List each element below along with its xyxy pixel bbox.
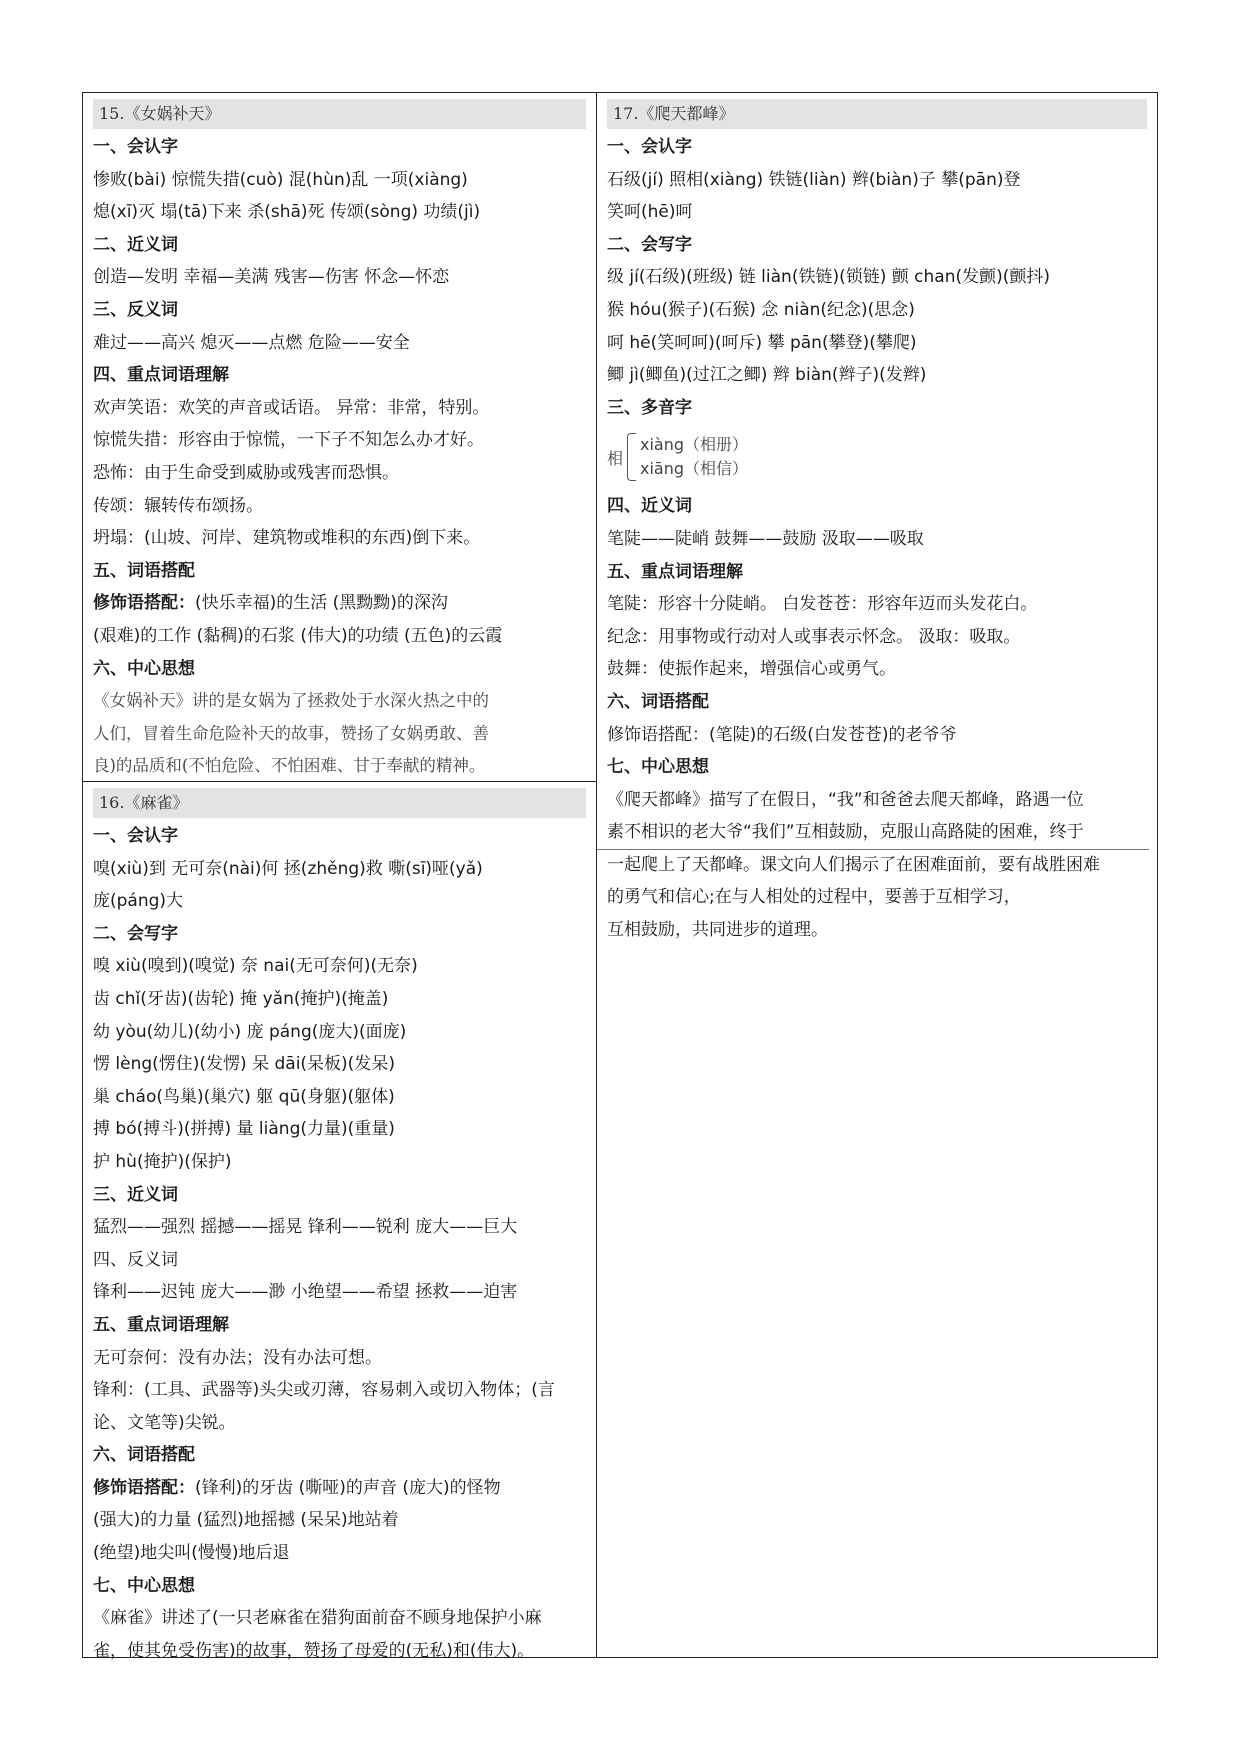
section-heading: 四、近义词 bbox=[607, 496, 692, 517]
text-line: 呵 hē(笑呵呵)(呵斥) 攀 pān(攀登)(攀爬) bbox=[607, 332, 917, 353]
text-line: 《麻雀》讲述了(一只老麻雀在猎狗面前奋不顾身地保护小麻 bbox=[93, 1608, 542, 1629]
section-heading: 六、词语搭配 bbox=[93, 1445, 195, 1466]
section-heading: 三、多音字 bbox=[607, 397, 692, 418]
lesson-17-lines-b bbox=[607, 490, 1147, 946]
text-line: 无可奈何：没有办法；没有办法可想。 bbox=[93, 1347, 382, 1368]
text-line: 锋利：(工具、武器等)头尖或刃薄，容易刺入或切入物体；(言 bbox=[93, 1380, 555, 1401]
text-line: 齿 chǐ(牙齿)(齿轮) 掩 yǎn(掩护)(掩盖) bbox=[93, 988, 389, 1009]
text-line: 论、文笔等)尖锐。 bbox=[93, 1412, 236, 1433]
section-heading: 五、词语搭配 bbox=[93, 560, 195, 581]
text-line: 纪念：用事物或行动对人或事表示怀念。 汲取：吸取。 bbox=[607, 626, 1021, 647]
text-line: 嗅(xiù)到 无可奈(nài)何 拯(zhěng)救 嘶(sī)哑(yǎ) bbox=[93, 858, 483, 879]
collocation-text: (锋利)的牙齿 (嘶哑)的声音 (庞大)的怪物 bbox=[195, 1477, 501, 1498]
text-line: 笔陡——陡峭 鼓舞——鼓励 汲取——吸取 bbox=[607, 528, 924, 549]
polyphone-readings bbox=[640, 433, 748, 481]
study-sheet bbox=[82, 92, 1158, 1661]
text-line: 难过——高兴 熄灭——点燃 危险——安全 bbox=[93, 332, 410, 353]
section-heading: 五、重点词语理解 bbox=[93, 1314, 229, 1335]
section-heading: 一、会认字 bbox=[93, 826, 178, 846]
text-line: 幼 yòu(幼儿)(幼小) 庞 páng(庞大)(面庞) bbox=[93, 1021, 407, 1042]
polyphone-block bbox=[607, 424, 1147, 490]
text-line: 人们，冒着生命危险补天的故事，赞扬了女娲勇敢、善 bbox=[93, 723, 489, 743]
brace-icon bbox=[627, 433, 636, 481]
lesson-15-title: 15.《女娲补天》 bbox=[93, 99, 586, 129]
text-line: (强大)的力量 (猛烈)地摇撼 (呆呆)地站着 bbox=[93, 1510, 399, 1531]
collocation-label: 修饰语搭配： bbox=[93, 593, 195, 614]
section-heading: 七、中心思想 bbox=[607, 757, 709, 778]
text-line: 级 jí(石级)(班级) 链 liàn(铁链)(锁链) 颤 chan(发颤)(颤抖) bbox=[607, 267, 1051, 288]
text-line: 传颂：辗转传布颂扬。 bbox=[93, 495, 263, 516]
text-line: 笑呵(hē)呵 bbox=[607, 202, 693, 223]
text-line: 坍塌：(山坡、河岸、建筑物或堆积的东西)倒下来。 bbox=[93, 528, 481, 549]
text-line: 石级(jí) 照相(xiàng) 铁链(liàn) 辫(biàn)子 攀(pān)登 bbox=[607, 169, 1021, 190]
text-line: 素不相识的老大爷“我们”互相鼓励，克服山高路陡的困难，终于 bbox=[607, 822, 1084, 843]
text-line bbox=[93, 1472, 586, 1505]
polyphone-reading-1: xiàng（相册） bbox=[640, 435, 749, 455]
text-line: 的勇气和信心;在与人相处的过程中，要善于互相学习， bbox=[607, 887, 1021, 908]
text-line: 创造—发明 幸福—美满 残害—伤害 怀念—怀恋 bbox=[93, 267, 450, 288]
section-heading: 三、反义词 bbox=[93, 299, 178, 320]
lesson-16-lines bbox=[93, 820, 586, 1667]
text-line: 护 hù(掩护)(保护) bbox=[93, 1151, 232, 1172]
section-heading: 六、词语搭配 bbox=[607, 691, 709, 712]
polyphone-reading-2: xiāng（相信） bbox=[640, 459, 749, 479]
lesson-16-section bbox=[83, 782, 596, 1667]
text-line: 熄(xī)灭 塌(tā)下来 杀(shā)死 传颂(sòng) 功绩(jì) bbox=[93, 202, 481, 223]
text-line: 一起爬上了天都峰。课文向人们揭示了在困难面前，要有战胜困难 bbox=[607, 854, 1100, 875]
section-heading: 七、中心思想 bbox=[93, 1575, 195, 1596]
polyphone-char: 相 bbox=[607, 448, 624, 468]
text-line: 庞(páng)大 bbox=[93, 891, 184, 912]
text-line: 惊慌失措：形容由于惊慌，一下子不知怎么办才好。 bbox=[93, 430, 484, 451]
text-line: 鲫 jì(鲫鱼)(过江之鲫) 辫 biàn(辫子)(发辫) bbox=[607, 365, 927, 386]
text-line: 锋利——迟钝 庞大——渺 小绝望——希望 拯救——迫害 bbox=[93, 1282, 518, 1303]
text-line: 修饰语搭配：(笔陡)的石级(白发苍苍)的老爷爷 bbox=[607, 724, 957, 745]
section-heading: 一、会认字 bbox=[93, 137, 178, 157]
text-line: 雀，使其免受伤害)的故事，赞扬了母爱的(无私)和(伟大)。 bbox=[93, 1640, 535, 1661]
right-column bbox=[597, 93, 1157, 1657]
text-line: (艰难)的工作 (黏稠)的石浆 (伟大)的功绩 (五色)的云霞 bbox=[93, 625, 503, 646]
text-line: 欢声笑语：欢笑的声音或话语。 异常：非常，特别。 bbox=[93, 397, 490, 418]
collocation-text: (快乐幸福)的生活 (黑黝黝)的深沟 bbox=[195, 593, 448, 614]
text-line: 四、反义词 bbox=[93, 1249, 178, 1270]
text-line: 嗅 xiù(嗅到)(嗅觉) 奈 nai(无可奈何)(无奈) bbox=[93, 956, 418, 977]
section-heading: 四、重点词语理解 bbox=[93, 365, 229, 386]
text-line: 恐怖：由于生命受到威胁或残害而恐惧。 bbox=[93, 462, 399, 483]
section-heading: 六、中心思想 bbox=[93, 658, 195, 679]
text-line: 良)的品质和(不怕危险、不怕困难、甘于奉献的精神。 bbox=[93, 756, 486, 776]
lesson-17-lines-a bbox=[607, 131, 1147, 424]
text-line bbox=[93, 587, 586, 620]
lesson-17-title: 17.《爬天都峰》 bbox=[607, 99, 1147, 129]
lesson-15-section bbox=[83, 93, 596, 783]
section-heading: 三、近义词 bbox=[93, 1184, 178, 1205]
section-heading: 一、会认字 bbox=[607, 137, 692, 157]
section-heading: 五、重点词语理解 bbox=[607, 561, 743, 582]
text-line: 猴 hóu(猴子)(石猴) 念 niàn(纪念)(思念) bbox=[607, 299, 915, 320]
text-line: 鼓舞：使振作起来，增强信心或勇气。 bbox=[607, 659, 896, 680]
left-column bbox=[83, 93, 597, 1661]
text-line: 愣 lèng(愣住)(发愣) 呆 dāi(呆板)(发呆) bbox=[93, 1054, 395, 1075]
text-line: 搏 bó(搏斗)(拼搏) 量 liàng(力量)(重量) bbox=[93, 1119, 395, 1140]
text-line: (绝望)地尖叫(慢慢)地后退 bbox=[93, 1543, 290, 1564]
text-line: 巢 cháo(鸟巢)(巢穴) 躯 qū(身躯)(躯体) bbox=[93, 1086, 395, 1107]
text-line: 猛烈——强烈 摇撼——摇晃 锋利——锐利 庞大——巨大 bbox=[93, 1217, 518, 1238]
text-line: 《爬天都峰》描写了在假日，“我”和爸爸去爬天都峰，路遇一位 bbox=[607, 789, 1084, 810]
lesson-15-lines bbox=[93, 131, 586, 783]
text-line: 惨败(bài) 惊慌失措(cuò) 混(hùn)乱 一项(xiàng) bbox=[93, 169, 468, 190]
collocation-label: 修饰语搭配： bbox=[93, 1477, 195, 1498]
lesson-16-title: 16.《麻雀》 bbox=[93, 788, 586, 818]
section-heading: 二、会写字 bbox=[93, 923, 178, 944]
text-line: 笔陡：形容十分陡峭。 白发苍苍：形容年迈而头发花白。 bbox=[607, 594, 1038, 615]
section-heading: 二、会写字 bbox=[607, 234, 692, 255]
text-line: 互相鼓励，共同进步的道理。 bbox=[607, 920, 828, 941]
section-heading: 二、近义词 bbox=[93, 234, 178, 255]
right-end-divider bbox=[597, 849, 1149, 850]
text-line: 《女娲补天》讲的是女娲为了拯救处于水深火热之中的 bbox=[93, 691, 489, 711]
lesson-17-section bbox=[597, 93, 1157, 947]
